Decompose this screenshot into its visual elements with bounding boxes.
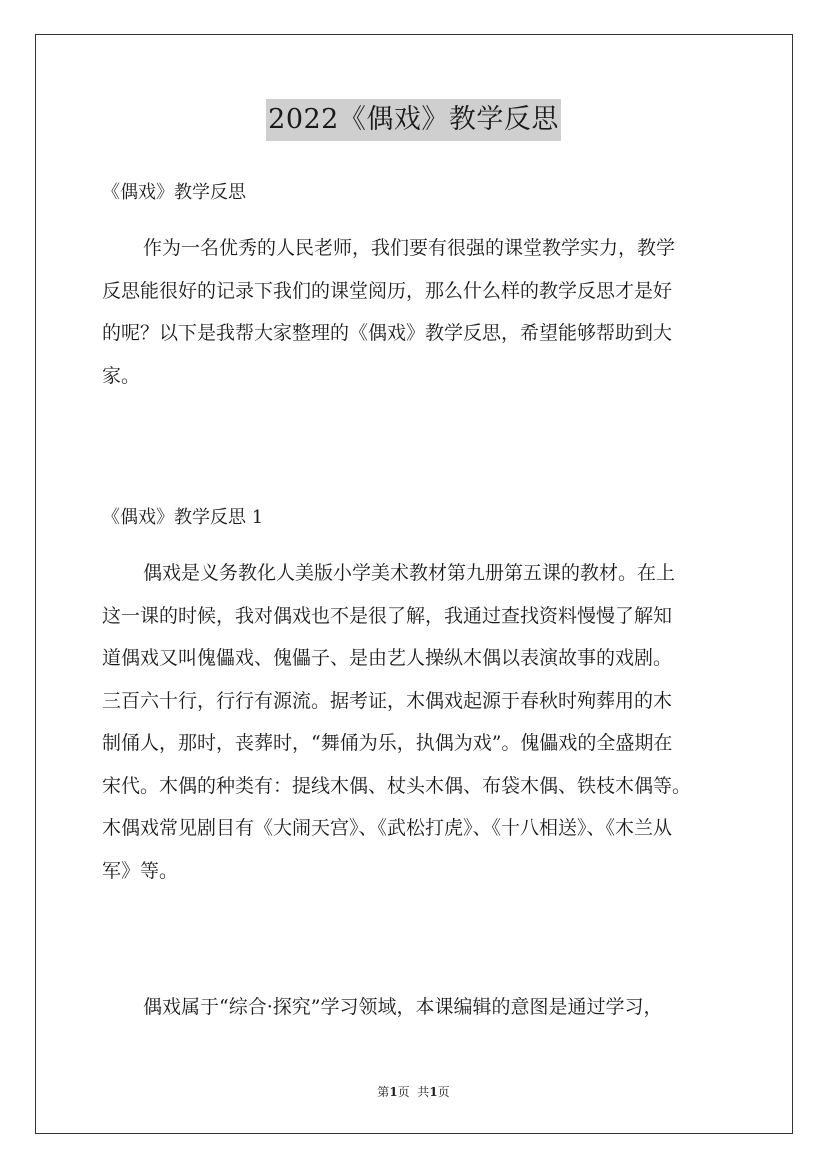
footer-page-prefix: 第 (377, 1085, 390, 1099)
page-footer (0, 1084, 827, 1100)
intro-heading: 《偶戏》教学反思 (102, 182, 246, 203)
paragraph-line: 作为一名优秀的人民老师，我们要有很强的课堂教学实力，教学 (143, 237, 676, 259)
paragraph-line: 这一课的时候，我对偶戏也不是很了解，我通过查找资料慢慢了解知 (102, 604, 673, 627)
paragraph-line: 制俑人，那时，丧葬时，“舞俑为乐，执偶为戏”。傀儡戏的全盛期在 (102, 732, 673, 754)
paragraph-line: 道偶戏又叫傀儡戏、傀儡子、是由艺人操纵木偶以表演故事的戏剧。 (102, 647, 673, 669)
paragraph-line: 的呢？以下是我帮大家整理的《偶戏》教学反思，希望能够帮助到大 (102, 322, 673, 344)
footer-page-suffix: 页 (437, 1085, 450, 1099)
paragraph-line: 偶戏属于“综合·探究”学习领域，本课编辑的意图是通过学习， (143, 996, 663, 1018)
intro-paragraph (102, 227, 742, 397)
title-container (0, 99, 827, 141)
footer-page-current: 1 (389, 1085, 398, 1099)
footer-page-total: 1 (429, 1085, 438, 1099)
paragraph-line: 宋代。木偶的种类有：提线木偶、杖头木偶、布袋木偶、铁枝木偶等。 (102, 774, 692, 797)
paragraph-line: 军》等。 (102, 859, 179, 882)
paragraph-line: 家。 (102, 364, 141, 387)
paragraph-line: 偶戏是义务教化人美版小学美术教材第九册第五课的教材。在上 (143, 562, 676, 584)
section1-paragraph-2 (102, 986, 742, 1029)
footer-page-mid: 页 共 (397, 1085, 430, 1099)
section1-paragraph-1 (102, 552, 742, 892)
paragraph-line: 木偶戏常见剧目有《大闹天宫》、《武松打虎》、《十八相送》、《木兰从 (102, 817, 673, 839)
paragraph-line: 三百六十行，行行有源流。据考证，木偶戏起源于春秋时殉葬用的木 (102, 689, 673, 712)
section1-heading: 《偶戏》教学反思 1 (102, 507, 264, 528)
document-title: 2022《偶戏》教学反思 (266, 99, 561, 141)
paragraph-line: 反思能很好的记录下我们的课堂阅历，那么什么样的教学反思才是好 (102, 279, 673, 302)
